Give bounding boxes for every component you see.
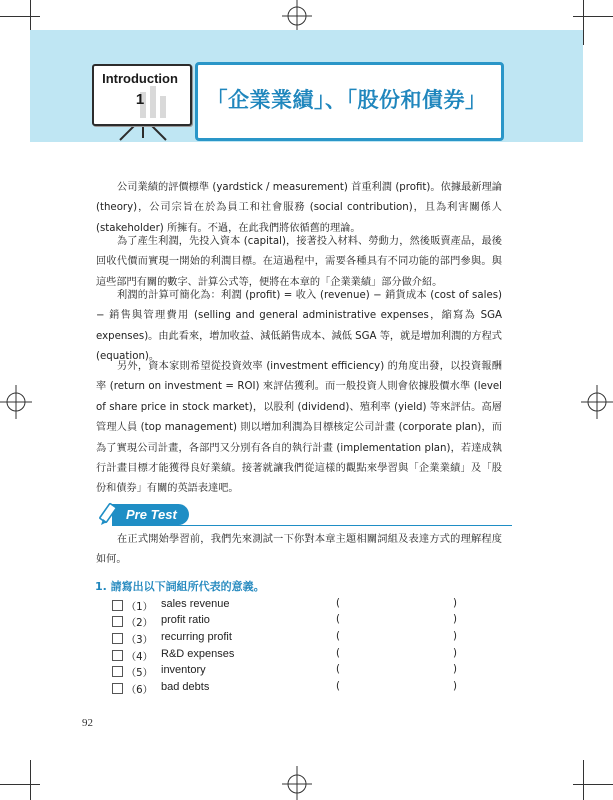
list-item bbox=[112, 648, 472, 664]
item-number: （3） bbox=[126, 635, 153, 646]
answer-close-paren: ) bbox=[453, 664, 457, 675]
registration-mark-icon bbox=[280, 766, 314, 800]
crop-line bbox=[583, 0, 584, 45]
item-term: recurring profit bbox=[161, 631, 232, 643]
introduction-label: Introduction bbox=[102, 71, 178, 86]
answer-open-paren: ( bbox=[336, 614, 340, 625]
registration-mark-icon bbox=[280, 0, 314, 34]
question-title: 1. 請寫出以下詞組所代表的意義。 bbox=[95, 580, 265, 593]
answer-open-paren: ( bbox=[336, 598, 340, 609]
item-number: （4） bbox=[126, 652, 153, 663]
item-number: （6） bbox=[126, 685, 153, 696]
pretest-intro: 在正式開始學習前，我們先來測試一下你對本章主題相關詞組及表達方式的理解程度如何。 bbox=[96, 534, 502, 566]
pretest-divider bbox=[112, 525, 512, 526]
answer-open-paren: ( bbox=[336, 631, 340, 642]
crop-line bbox=[30, 760, 31, 800]
chapter-title: 「企業業績」、「股份和債券」 bbox=[206, 88, 487, 112]
item-term: sales revenue bbox=[161, 598, 230, 610]
answer-close-paren: ) bbox=[453, 648, 457, 659]
crop-line bbox=[0, 16, 40, 17]
answer-close-paren: ) bbox=[453, 631, 457, 642]
item-term: R&D expenses bbox=[161, 648, 235, 660]
list-item bbox=[112, 598, 472, 614]
item-term: bad debts bbox=[161, 681, 210, 693]
item-number: （1） bbox=[126, 602, 153, 613]
chapter-number: 1 bbox=[135, 91, 145, 108]
answer-checkbox[interactable] bbox=[112, 633, 123, 644]
answer-close-paren: ) bbox=[453, 614, 457, 625]
answer-checkbox[interactable] bbox=[112, 683, 123, 694]
list-item bbox=[112, 664, 472, 680]
registration-mark-icon bbox=[0, 385, 34, 419]
answer-open-paren: ( bbox=[336, 648, 340, 659]
crop-line bbox=[573, 784, 613, 785]
pencil-icon bbox=[98, 500, 126, 528]
answer-close-paren: ) bbox=[453, 681, 457, 692]
pretest-label: Pre Test bbox=[126, 507, 177, 522]
item-term: profit ratio bbox=[161, 614, 210, 626]
answer-open-paren: ( bbox=[336, 664, 340, 675]
crop-line bbox=[573, 16, 613, 17]
item-number: （5） bbox=[126, 668, 153, 679]
list-item bbox=[112, 614, 472, 630]
page-number: 92 bbox=[82, 717, 93, 729]
item-term: inventory bbox=[161, 664, 206, 676]
list-item bbox=[112, 631, 472, 647]
list-item bbox=[112, 681, 472, 697]
answer-checkbox[interactable] bbox=[112, 650, 123, 661]
answer-checkbox[interactable] bbox=[112, 600, 123, 611]
registration-mark-icon bbox=[579, 385, 613, 419]
answer-close-paren: ) bbox=[453, 598, 457, 609]
answer-open-paren: ( bbox=[336, 681, 340, 692]
answer-checkbox[interactable] bbox=[112, 666, 123, 677]
answer-checkbox[interactable] bbox=[112, 616, 123, 627]
body-paragraph: 利潤的計算可簡化為：利潤 (profit) = 收入 (revenue) − 銷貨成本 (cost of sales) − 銷售與管理費用 (selling and general administrative expenses，縮寫為 SGA expenses)。由此看來，增加收益、減低銷售成本、減低 SGA 等，就是增加利潤的方程式 (equation)。 bbox=[96, 290, 502, 363]
body-paragraph: 另外，資本家則希望從投資效率 (investment efficiency) 的角度出發，以投資報酬率 (return on investment = ROI) 來評估獲利。而一般投資人則會依據股價水準 (level of share price in stock market)，以股利 (dividend)、殖利率 (yield) 等來評估。高層管理人員 (top management) 則以增加利潤為目標核定公司計畫 (corporate plan)，而為了實現公司計畫，各部門又分別有各自的執行計畫 (implementation plan)，若達成執行計畫目標才能獲得良好業績。接著就讓我們從這樣的觀點來學習與「企業業績」及「股份和債券」有關的英語表達吧。 bbox=[96, 361, 502, 495]
crop-line bbox=[583, 760, 584, 800]
body-paragraph: 公司業績的評價標準 (yardstick / measurement) 首重利潤 (profit)。依據最新理論 (theory)，公司宗旨在於為員工和社會服務 (social contribution)，且為利害關係人 (stakeholder) 所擁有。不過，在此我們將依循舊的理論。 bbox=[96, 182, 502, 234]
body-paragraph: 為了產生利潤，先投入資本 (capital)，接著投入材料、勞動力，然後販賣產品，最後回收代價而實現一開始的利潤目標。在這過程中，需要各種具有不同功能的部門參與。與這些部門有關的數字、計算公式等，便將在本章的「企業業績」部分做介紹。 bbox=[96, 236, 502, 288]
crop-line bbox=[0, 784, 40, 785]
item-number: （2） bbox=[126, 618, 153, 629]
